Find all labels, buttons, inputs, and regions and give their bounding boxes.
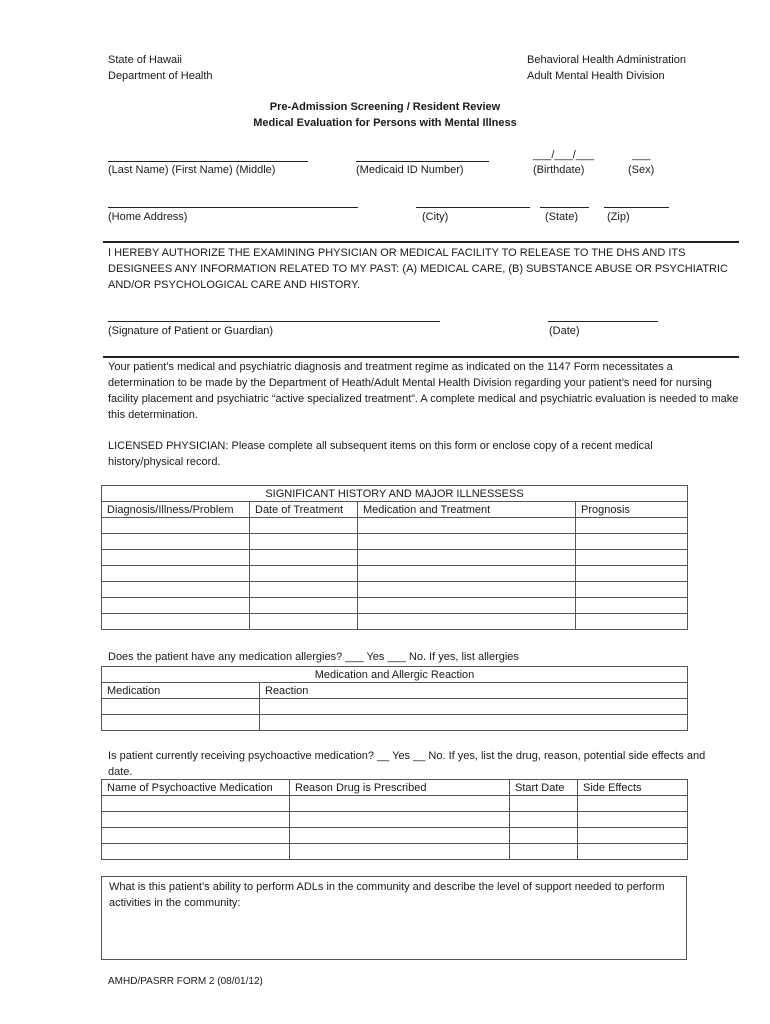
allergies-table-caption: Medication and Allergic Reaction [102,667,688,683]
authorization-text: I HEREBY AUTHORIZE THE EXAMINING PHYSICIAN OR MEDICAL FACILITY TO RELEASE TO THE DHS AND ITS DESIGNEES ANY INFORMATION RELATED TO MY PAST: (A) MEDICAL CARE, (B) SUBSTANCE ABUSE OR PSYCHIATRIC AND/OR PSYCHOLOGICAL CARE AND HISTORY. [108,247,728,291]
table-row [102,828,688,844]
history-table-caption: SIGNIFICANT HISTORY AND MAJOR ILLNESSESS [102,486,688,502]
section-divider [103,241,739,243]
sex-label: (Sex) [628,164,655,176]
table-cell[interactable] [578,796,688,812]
city-label: (City) [422,211,449,223]
column-header-diagnosis: Diagnosis/Illness/Problem [102,502,250,518]
agency-administration: Behavioral Health Administration [527,54,686,66]
table-cell[interactable] [358,582,576,598]
column-header-psychoactive-medication: Name of Psychoactive Medication [102,780,290,796]
adl-question: What is this patient’s ability to perform ADLs in the community and describe the level of support needed to perform activities in the community: [109,881,665,909]
table-cell[interactable] [576,566,688,582]
table-cell[interactable] [510,844,578,860]
table-cell[interactable] [578,828,688,844]
table-cell[interactable] [576,550,688,566]
column-header-reason: Reason Drug is Prescribed [290,780,510,796]
form-subtitle: Medical Evaluation for Persons with Mental Illness [253,117,517,129]
adl-response-box[interactable] [101,876,687,960]
table-cell[interactable] [576,614,688,630]
table-row [102,614,688,630]
table-cell[interactable] [250,614,358,630]
zip-label: (Zip) [607,211,630,223]
table-row [102,550,688,566]
table-cell[interactable] [510,828,578,844]
table-cell[interactable] [260,715,688,731]
table-cell[interactable] [358,550,576,566]
table-cell[interactable] [250,534,358,550]
table-cell[interactable] [578,844,688,860]
table-cell[interactable] [250,566,358,582]
agency-state: State of Hawaii [108,54,182,66]
table-cell[interactable] [250,582,358,598]
state-field[interactable] [540,207,589,208]
allergies-table [101,666,688,731]
table-row [102,796,688,812]
table-cell[interactable] [576,582,688,598]
sex-field[interactable]: ___ [632,149,651,161]
column-header-medication: Medication [102,683,260,699]
signature-field[interactable] [108,321,440,322]
table-row [102,844,688,860]
table-row [102,534,688,550]
column-header-reaction: Reaction [260,683,688,699]
name-field[interactable] [108,161,308,162]
table-cell[interactable] [510,812,578,828]
column-header-side-effects: Side Effects [578,780,688,796]
table-cell[interactable] [290,812,510,828]
table-row [102,518,688,534]
psychoactive-question: Is patient currently receiving psychoactive medication? __ Yes __ No. If yes, list the drug, reason, potential side effects and date. [108,750,706,778]
section-divider [103,356,739,358]
table-cell[interactable] [250,598,358,614]
city-field[interactable] [416,207,530,208]
column-header-start-date: Start Date [510,780,578,796]
home-address-label: (Home Address) [108,211,188,223]
table-cell[interactable] [358,566,576,582]
table-cell[interactable] [102,699,260,715]
table-cell[interactable] [358,518,576,534]
birthdate-field[interactable]: ___/___/___ [533,149,595,161]
physician-instructions: LICENSED PHYSICIAN: Please complete all subsequent items on this form or enclose copy of a recent medical history/physical record. [108,440,653,468]
table-cell[interactable] [578,812,688,828]
psychoactive-table [101,779,688,860]
medicaid-id-field[interactable] [356,161,489,162]
medicaid-id-label: (Medicaid ID Number) [356,164,464,176]
table-cell[interactable] [102,614,250,630]
state-label: (State) [545,211,579,223]
table-cell[interactable] [358,534,576,550]
table-cell[interactable] [102,828,290,844]
table-row [102,566,688,582]
home-address-field[interactable] [108,207,358,208]
table-cell[interactable] [102,550,250,566]
table-cell[interactable] [358,614,576,630]
table-cell[interactable] [576,518,688,534]
name-label: (Last Name) (First Name) (Middle) [108,164,276,176]
table-cell[interactable] [102,534,250,550]
column-header-date-of-treatment: Date of Treatment [250,502,358,518]
zip-field[interactable] [604,207,669,208]
table-row [102,715,688,731]
table-cell[interactable] [102,715,260,731]
intro-paragraph: Your patient’s medical and psychiatric diagnosis and treatment regime as indicated on the 1147 Form necessitates a determination to be made by the Department of Heath/Adult Mental Health Division regarding your patient’s need for nursing facility placement and psychiatric “active specialized treatment”. A complete medical and psychiatric evaluation is needed to make this determination. [108,361,739,421]
table-cell[interactable] [102,518,250,534]
table-cell[interactable] [102,844,290,860]
table-cell[interactable] [250,550,358,566]
table-cell[interactable] [290,828,510,844]
form-id-footer: AMHD/PASRR FORM 2 (08/01/12) [108,976,263,987]
table-row [102,598,688,614]
column-header-prognosis: Prognosis [576,502,688,518]
column-header-medication-treatment: Medication and Treatment [358,502,576,518]
table-row [102,582,688,598]
table-row [102,699,688,715]
table-cell[interactable] [576,598,688,614]
table-cell[interactable] [102,796,290,812]
table-row [102,812,688,828]
table-cell[interactable] [102,812,290,828]
table-cell[interactable] [260,699,688,715]
table-cell[interactable] [102,566,250,582]
table-cell[interactable] [102,598,250,614]
table-cell[interactable] [290,844,510,860]
table-cell[interactable] [102,582,250,598]
table-cell[interactable] [290,796,510,812]
agency-division: Adult Mental Health Division [527,70,665,82]
signature-date-field[interactable] [548,321,658,322]
signature-label: (Signature of Patient or Guardian) [108,325,274,337]
birthdate-label: (Birthdate) [533,164,585,176]
agency-department: Department of Health [108,70,213,82]
table-cell[interactable] [250,518,358,534]
table-cell[interactable] [358,598,576,614]
allergies-question: Does the patient have any medication allergies? ___ Yes ___ No. If yes, list allergies [108,651,519,663]
table-cell[interactable] [576,534,688,550]
table-cell[interactable] [510,796,578,812]
signature-date-label: (Date) [549,325,580,337]
form-title: Pre-Admission Screening / Resident Review [269,101,501,113]
history-table [101,485,688,630]
